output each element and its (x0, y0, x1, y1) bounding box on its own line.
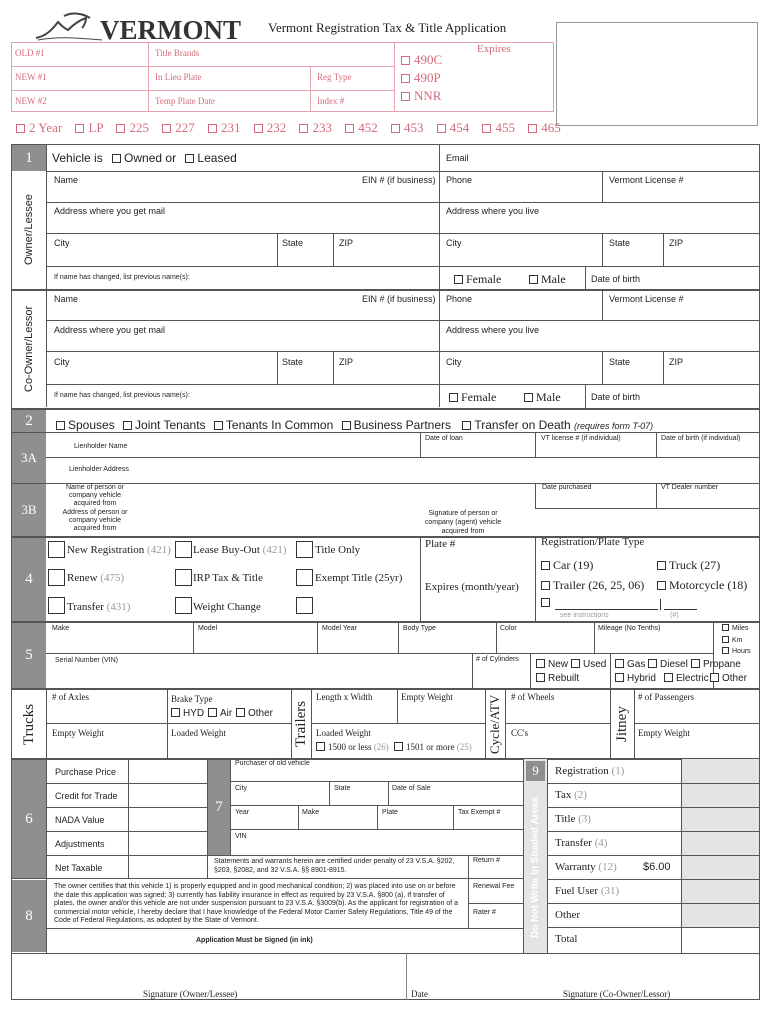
trailer-empty-weight-label: Empty Weight (401, 692, 453, 702)
lienholder-name-label: Lienholder Name (74, 443, 128, 450)
transfer-checkbox[interactable] (48, 597, 65, 614)
trailer-1500-less-checkbox[interactable]: 1500 or less (26) (316, 742, 389, 752)
lease-buyout-label: Lease Buy-Out (421) (193, 544, 287, 556)
leased-checkbox[interactable]: Leased (185, 151, 236, 165)
trucks-label: Trucks (21, 703, 37, 745)
index-label: Index # (317, 96, 345, 106)
vehicle-is-row: Vehicle is Owned or Leased (52, 151, 237, 165)
brake-type-label: Brake Type (171, 694, 213, 704)
expires-month-year-label: Expires (month/year) (425, 581, 519, 593)
spouses-checkbox[interactable]: Spouses (56, 418, 115, 432)
renewal-fee-label: Renewal Fee (473, 883, 515, 890)
do-not-write-label: Do Not Write In Shaded Areas (530, 796, 541, 938)
trailer-checkbox[interactable]: Trailer (26, 25, 06) (541, 578, 644, 593)
adjustments-label: Adjustments (55, 839, 105, 849)
sale-state-label: State (334, 785, 351, 792)
signature-date-label: Date (411, 989, 428, 999)
net-taxable-label: Net Taxable (55, 863, 103, 873)
new1-label: NEW #1 (15, 72, 47, 82)
old-vehicle-plate-label: Plate (382, 809, 398, 816)
diesel-checkbox[interactable]: Diesel (648, 659, 688, 670)
owner-city-label: City (54, 238, 70, 248)
renew-checkbox[interactable] (48, 569, 65, 586)
owned-checkbox[interactable]: Owned or (112, 151, 176, 165)
shaded-amount-column (682, 759, 759, 927)
coowner-phone-label: Phone (446, 294, 473, 304)
rebuilt-checkbox[interactable]: Rebuilt (536, 673, 579, 684)
form-title: Vermont Registration Tax & Title Application (268, 20, 507, 35)
section-1-number: 1 (12, 145, 46, 171)
fee-tax-label: Tax (2) (555, 789, 587, 801)
electric-checkbox[interactable]: Electric (664, 673, 709, 684)
purchaser-old-vehicle-label: Purchaser of old vehicle (235, 760, 310, 767)
transfer-label: Transfer (431) (67, 601, 131, 613)
hybrid-checkbox[interactable]: Hybrid (615, 673, 656, 684)
plate-number-hint: (#) (670, 612, 679, 619)
code-490p[interactable]: 490P (401, 70, 441, 86)
code-item[interactable]: 2 Year (16, 120, 62, 135)
coowner-city-label: City (54, 357, 70, 367)
exempt-title-checkbox[interactable] (296, 569, 313, 586)
dob-individual-label: Date of birth (if individual) (661, 435, 741, 442)
code-490c[interactable]: 490C (401, 52, 442, 68)
old1-label: OLD #1 (15, 48, 45, 58)
coowner-lessor-label: Co-Owner/Lessor (23, 305, 35, 392)
section-3a-number: 3A (12, 433, 46, 483)
coowner-mail-address-label: Address where you get mail (54, 325, 166, 335)
gas-checkbox[interactable]: Gas (615, 659, 645, 670)
vermont-logo (34, 12, 104, 42)
owner-lessee-label: Owner/Lessee (23, 194, 35, 265)
section-9-number: 9 (526, 761, 545, 781)
code-item[interactable]: 454 (437, 120, 470, 135)
jitney-label: Jitney (614, 706, 630, 742)
vin-label: Serial Number (VIN) (55, 657, 119, 664)
date-purchased-label: Date purchased (542, 484, 592, 491)
mileage-label: Mileage (No Tenths) (598, 625, 661, 632)
lease-buyout-checkbox[interactable] (175, 541, 192, 558)
temp-plate-date-label: Temp Plate Date (155, 96, 215, 106)
vt-dealer-number-label: VT Dealer number (661, 484, 719, 491)
section-5-number: 5 (12, 623, 46, 688)
ownership-options (56, 418, 653, 432)
jitney-empty-weight-label: Empty Weight (638, 728, 690, 738)
owner-zip-label: ZIP (339, 238, 354, 248)
new2-label: NEW #2 (15, 96, 47, 106)
transfer-on-death-checkbox[interactable]: Transfer on Death (requires form T-07) (462, 418, 653, 432)
lienholder-address-label: Lienholder Address (69, 466, 129, 473)
coowner-prev-names-label: If name has changed, list previous name(s): (54, 392, 190, 399)
section-3b-number: 3B (12, 484, 46, 536)
other-plate-type-checkbox[interactable] (541, 598, 553, 608)
passengers-label: # of Passengers (638, 692, 694, 702)
code-item[interactable]: LP (75, 120, 103, 135)
business-partners-checkbox[interactable]: Business Partners (342, 418, 451, 432)
in-lieu-plate-label: In Lieu Plate (155, 72, 202, 82)
title-only-checkbox[interactable] (296, 541, 313, 558)
old-vehicle-make-label: Make (302, 809, 320, 816)
email-label: Email (446, 153, 469, 163)
rater-number-label: Rater # (473, 909, 496, 916)
tax-exempt-label: Tax Exempt # (458, 809, 501, 816)
joint-tenants-checkbox[interactable]: Joint Tenants (123, 418, 206, 432)
trailers-label: Trailers (293, 700, 309, 748)
expires-label: Expires (477, 43, 511, 55)
coowner-male-checkbox[interactable]: Male (524, 390, 561, 405)
fee-title-label: Title (3) (555, 813, 591, 825)
coowner-vt-license-label: Vermont License # (609, 294, 684, 304)
owner-live-state-label: State (609, 238, 631, 248)
model-label: Model (198, 625, 218, 632)
truck-empty-weight-label: Empty Weight (52, 728, 104, 738)
coowner-live-zip-label: ZIP (669, 357, 684, 367)
truck-checkbox[interactable]: Truck (27) (657, 558, 720, 573)
plate-number-label: Plate # (425, 538, 456, 550)
title-only-label: Title Only (315, 544, 361, 556)
owner-female-checkbox[interactable]: Female (454, 272, 501, 287)
model-year-label: Model Year (322, 625, 358, 632)
must-sign-label: Application Must be Signed (in ink) (196, 937, 313, 944)
brake-hyd-checkbox[interactable]: HYD (171, 708, 204, 719)
vt-license-individual-label: VT license # (if individual) (541, 435, 621, 442)
ccs-label: CC's (511, 728, 529, 738)
code-nnr[interactable]: NNR (401, 88, 441, 104)
motorcycle-checkbox[interactable]: Motorcycle (18) (657, 578, 747, 593)
axles-label: # of Axles (52, 692, 89, 702)
code-item[interactable]: 233 (299, 120, 332, 135)
fee-total-label: Total (555, 933, 578, 945)
owner-certification-text: The owner certifies that this vehicle 1) is properly equipped and in good mechanical condition; 2) was placed into use on or before the date this application was signed; 3) currently has liability insurance in effect as required by 23 V.S.A. §800 (a). If transfer of plates, the owner and/or this vehicle are not under suspension pursuant to 23 V.S.A. §3009(b). As the applicant for registration of a commercial motor vehicle, I hereby declare that I have knowledge of the Federal Motor Carrier Safety Regulations, Title 49 of the Code of Federal Regulations, as adopted by the State of Vermont. (54, 883, 459, 925)
fuel-other-checkbox[interactable]: Other (710, 673, 747, 684)
trailer-loaded-weight-label: Loaded Weight (316, 728, 371, 738)
code-item[interactable]: 455 (482, 120, 515, 135)
truck-loaded-weight-label: Loaded Weight (171, 728, 226, 738)
fee-registration-label: Registration (1) (555, 765, 625, 777)
owner-state-label: State (282, 238, 304, 248)
signature-acquired-from-label: Signature of person or company (agent) vehicle acquired from (424, 510, 502, 535)
new-vehicle-checkbox[interactable]: New (536, 659, 568, 670)
owner-live-zip-label: ZIP (669, 238, 684, 248)
fee-fuel-user-label: Fuel User (31) (555, 885, 620, 897)
see-instructions-label: see instructions (560, 612, 609, 619)
owner-male-checkbox[interactable]: Male (529, 272, 566, 287)
coowner-live-state-label: State (609, 357, 631, 367)
brake-air-checkbox[interactable]: Air (208, 708, 232, 719)
warranty-amount: $6.00 (643, 861, 671, 873)
code-item[interactable]: 232 (254, 120, 287, 135)
new-registration-checkbox[interactable] (48, 541, 65, 558)
propane-checkbox[interactable]: Propane (691, 659, 741, 670)
car-checkbox[interactable]: Car (19) (541, 558, 593, 573)
section-6-number: 6 (12, 760, 46, 878)
owner-phone-label: Phone (446, 175, 473, 185)
irp-checkbox[interactable] (175, 569, 192, 586)
code-item[interactable]: 227 (162, 120, 195, 135)
sale-city-label: City (235, 785, 248, 792)
miles-checkbox[interactable]: Miles (722, 624, 748, 632)
fee-transfer-label: Transfer (4) (555, 837, 608, 849)
exempt-title-label: Exempt Title (25yr) (315, 572, 403, 584)
length-width-label: Length x Width (316, 692, 373, 702)
fee-warranty-label: Warranty (12) (555, 861, 617, 873)
coowner-live-address-label: Address where you live (446, 325, 540, 335)
statements-text: Statements and warrants herein are certified under penalty of 23 V.S.A. §202, §203, §2082, and 32 V.S.A. §§ 8901-8915. (214, 858, 455, 874)
coowner-signature-label: Signature (Co-Owner/Lessor) (563, 989, 671, 999)
coowner-name-label: Name (54, 294, 79, 304)
coowner-female-checkbox[interactable]: Female (449, 390, 496, 405)
cylinders-label: # of Cylinders (476, 656, 519, 663)
acquired-from-name-label: Name of person or company vehicle acquired from (66, 484, 124, 507)
weight-change-checkbox[interactable] (175, 597, 192, 614)
code-item[interactable]: 465 (528, 120, 561, 135)
office-use-block (11, 42, 554, 112)
codes-row (16, 120, 561, 136)
state-logo-text: VERMONT (100, 15, 241, 45)
title-brands-label: Title Brands (155, 48, 200, 58)
code-item[interactable]: 231 (208, 120, 241, 135)
section-8-number: 8 (12, 880, 46, 952)
registration-plate-type-label: Registration/Plate Type (541, 536, 645, 548)
coowner-state-label: State (282, 357, 304, 367)
credit-trade-label: Credit for Trade (55, 791, 118, 801)
cycle-atv-label: Cycle/ATV (487, 694, 502, 754)
owner-prev-names-label: If name has changed, list previous name(s): (54, 274, 190, 281)
blank-option-checkbox[interactable] (296, 597, 313, 614)
brake-other-checkbox[interactable]: Other (236, 708, 273, 719)
weight-change-label: Weight Change (193, 601, 261, 613)
coowner-ein-label: EIN # (if business) (362, 294, 436, 304)
section-2-number: 2 (12, 410, 46, 432)
date-of-loan-label: Date of loan (425, 435, 463, 442)
owner-live-address-label: Address where you live (446, 206, 540, 216)
body-type-label: Body Type (403, 625, 436, 632)
purchase-price-label: Purchase Price (55, 767, 117, 777)
old-vehicle-vin-label: VIN (235, 833, 247, 840)
km-checkbox[interactable]: Km (722, 636, 743, 644)
owner-ein-label: EIN # (if business) (362, 175, 436, 185)
code-item[interactable]: 225 (116, 120, 149, 135)
owner-vt-license-label: Vermont License # (609, 175, 684, 185)
owner-dob-label: Date of birth (591, 274, 641, 284)
coowner-zip-label: ZIP (339, 357, 354, 367)
trailer-1501-more-checkbox[interactable]: 1501 or more (25) (394, 742, 472, 752)
coowner-dob-label: Date of birth (591, 392, 641, 402)
irp-label: IRP Tax & Title (193, 572, 263, 584)
code-item[interactable]: 452 (345, 120, 378, 135)
fee-other-label: Other (555, 909, 581, 921)
code-item[interactable]: 453 (391, 120, 424, 135)
acquired-from-address-label: Address of person or company vehicle acquired from (62, 509, 128, 532)
color-label: Color (500, 625, 517, 632)
owner-signature-label: Signature (Owner/Lessee) (143, 989, 238, 999)
tenants-common-checkbox[interactable]: Tenants In Common (214, 418, 333, 432)
date-of-sale-label: Date of Sale (392, 785, 431, 792)
section-7-number: 7 (208, 760, 230, 855)
nada-value-label: NADA Value (55, 815, 105, 825)
reg-type-label: Reg Type (317, 72, 352, 82)
hours-checkbox[interactable]: Hours (722, 647, 751, 655)
owner-live-city-label: City (446, 238, 462, 248)
return-number-label: Return # (473, 857, 500, 864)
old-vehicle-year-label: Year (235, 809, 250, 816)
make-label: Make (52, 625, 70, 632)
section-4-number: 4 (12, 538, 46, 621)
owner-mail-address-label: Address where you get mail (54, 206, 166, 216)
wheels-label: # of Wheels (511, 692, 555, 702)
used-vehicle-checkbox[interactable]: Used (571, 659, 606, 670)
photo-box (556, 22, 758, 126)
owner-name-label: Name (54, 175, 79, 185)
renew-label: Renew (475) (67, 572, 125, 584)
new-registration-label: New Registration (421) (67, 544, 171, 556)
coowner-live-city-label: City (446, 357, 462, 367)
